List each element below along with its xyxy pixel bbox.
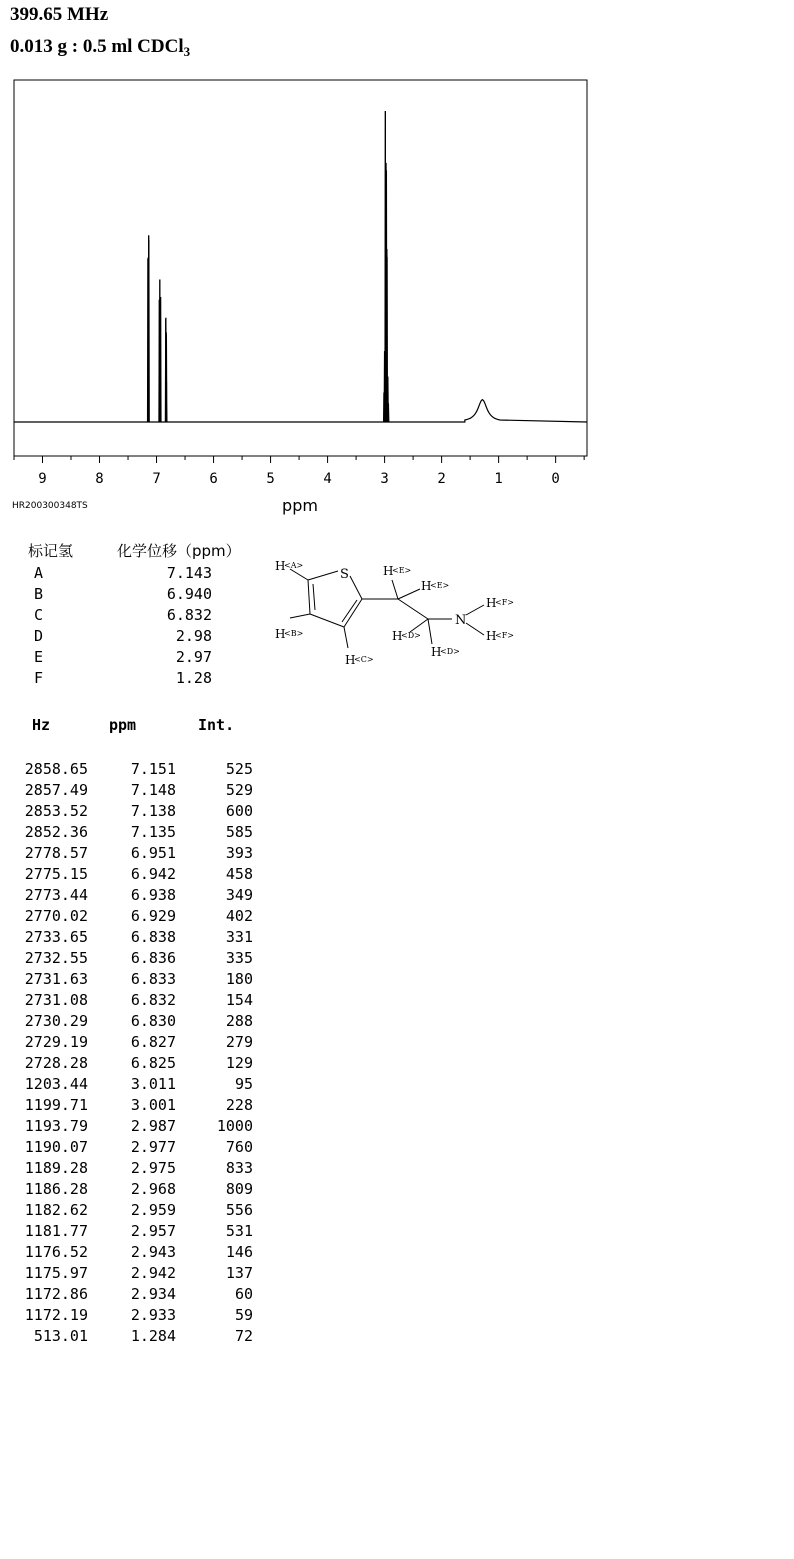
hydrogen-e2-h: H [421,579,432,593]
hydrogen-b-h: H [275,627,286,641]
plot-frame [14,80,587,456]
peak-hz-cell: 2732.55 [24,949,88,967]
spectrometer-frequency: 399.65 MHz [10,4,109,25]
peak-col-hz: Hz [32,716,51,734]
x-tick-label: 3 [380,471,389,487]
peak-int-cell: 833 [225,1159,253,1177]
peak-hz-cell: 2733.65 [24,928,88,946]
peak-ppm-cell: 7.151 [130,760,176,778]
x-tick-label: 2 [437,471,446,487]
hydrogen-d2-tag: <D> [440,647,460,656]
hydrogen-e1-h: H [383,564,394,578]
peak-int-cell: 95 [234,1075,253,1093]
peak-hz-cell: 2853.52 [24,802,88,820]
peak-ppm-cell: 7.148 [130,781,176,799]
peak-int-cell: 137 [225,1264,253,1282]
bond-h-e2 [398,589,420,599]
peak-ppm-cell: 3.011 [130,1075,176,1093]
peak-ppm-cell: 6.832 [130,991,176,1009]
peak-hz-cell: 1193.79 [24,1117,88,1135]
peak-hz-cell: 2731.08 [24,991,88,1009]
atom-n: N [455,613,467,628]
bond-h-f1 [466,605,484,615]
peak-int-cell: 585 [225,823,253,841]
peak-ppm-cell: 2.942 [130,1264,176,1282]
peak-int-cell: 335 [225,949,253,967]
peak-hz-cell: 1172.86 [24,1285,88,1303]
peak-hz-cell: 1199.71 [24,1096,88,1114]
peak-ppm-cell: 6.951 [130,844,176,862]
peak-ppm-cell: 6.825 [130,1054,176,1072]
assignment-shift: 2.98 [175,627,212,645]
peak-hz-cell: 1175.97 [24,1264,88,1282]
bond-h-a [290,569,308,580]
peak-ppm-cell: 2.959 [130,1201,176,1219]
bond-c4-c5 [308,580,310,614]
peak-hz-cell: 1181.77 [24,1222,88,1240]
assignment-shift: 6.832 [166,606,212,624]
peak-int-cell: 129 [225,1054,253,1072]
peak-ppm-cell: 6.830 [130,1012,176,1030]
peak-col-ppm: ppm [109,716,137,734]
peak-int-cell: 349 [225,886,253,904]
chart-frame-group [14,80,587,456]
x-tick-label: 8 [95,471,104,487]
peak-int-cell: 600 [225,802,253,820]
peak-ppm-cell: 2.933 [130,1306,176,1324]
sample-concentration [10,36,190,58]
peak-int-cell: 393 [225,844,253,862]
peak-hz-cell: 1189.28 [24,1159,88,1177]
peak-int-cell: 146 [225,1243,253,1261]
peak-int-cell: 402 [225,907,253,925]
peak-ppm-cell: 2.977 [130,1138,176,1156]
peak-ppm-cell: 2.968 [130,1180,176,1198]
peak-int-cell: 458 [225,865,253,883]
hydrogen-a-h: H [275,559,286,573]
bond-c2-c3 [344,599,362,627]
hydrogen-d1-tag: <D> [401,631,421,640]
peak-int-cell: 760 [225,1138,253,1156]
sample-subscript: 3 [183,44,191,59]
x-tick-label: 4 [323,471,332,487]
bond-h-d2 [428,619,432,644]
bond-h-f2 [466,623,484,635]
peak-hz-cell: 513.01 [33,1327,88,1345]
x-tick-label: 1 [494,471,503,487]
hydrogen-d1-h: H [392,629,403,643]
assignment-label: C [34,606,44,624]
spectrum-trace [14,111,587,422]
peak-ppm-cell: 2.975 [130,1159,176,1177]
bond-s-c2 [350,576,362,599]
peak-ppm-cell: 6.938 [130,886,176,904]
hydrogen-c-tag: <C> [354,655,374,664]
peak-ppm-cell: 6.827 [130,1033,176,1051]
hydrogen-f2-h: H [486,629,497,643]
peak-ppm-cell: 2.943 [130,1243,176,1261]
peak-hz-cell: 2729.19 [24,1033,88,1051]
hydrogen-f1-h: H [486,596,497,610]
peak-hz-cell: 2773.44 [24,886,88,904]
peak-ppm-cell: 1.284 [130,1327,176,1345]
peak-int-cell: 288 [225,1012,253,1030]
bond-h-c [344,627,348,648]
hydrogen-e2-tag: <E> [430,581,450,590]
hydrogen-d2-h: H [431,645,442,659]
peak-hz-cell: 1176.52 [24,1243,88,1261]
peak-hz-cell: 2770.02 [24,907,88,925]
peak-ppm-cell: 2.934 [130,1285,176,1303]
bond-c4-c5-inner [313,584,315,610]
assignment-label: A [34,564,44,582]
peak-hz-cell: 2857.49 [24,781,88,799]
peak-hz-cell: 2730.29 [24,1012,88,1030]
hydrogen-f1-tag: <F> [495,598,514,607]
spectrum-id: HR200300348TS [12,501,88,511]
peak-ppm-cell: 6.838 [130,928,176,946]
peak-int-cell: 180 [225,970,253,988]
peak-int-cell: 59 [234,1306,253,1324]
hydrogen-b-tag: <B> [284,629,304,638]
assignment-label: E [34,648,44,666]
peak-hz-cell: 1203.44 [24,1075,88,1093]
bond-c5-s [308,571,338,580]
peak-ppm-cell: 6.833 [130,970,176,988]
peak-hz-cell: 2728.28 [24,1054,88,1072]
sample-concentration-text: 0.013 g : 0.5 ml CDCl [10,36,184,57]
assignment-label: D [34,627,44,645]
peak-hz-cell: 1172.19 [24,1306,88,1324]
peak-ppm-cell: 6.836 [130,949,176,967]
peak-int-cell: 531 [225,1222,253,1240]
molecule-structure [262,552,532,672]
peak-hz-cell: 2731.63 [24,970,88,988]
peak-int-cell: 809 [225,1180,253,1198]
x-tick-label: 0 [551,471,560,487]
peak-hz-cell: 2858.65 [24,760,88,778]
peak-col-int: Int. [198,716,235,734]
peak-hz-cell: 1190.07 [24,1138,88,1156]
bond-c3-c4 [310,614,344,627]
assignment-label: F [34,669,44,687]
assignment-shift: 6.940 [166,585,212,603]
peak-int-cell: 331 [225,928,253,946]
peak-ppm-cell: 6.942 [130,865,176,883]
peak-int-cell: 154 [225,991,253,1009]
peak-int-cell: 228 [225,1096,253,1114]
hydrogen-c-h: H [345,653,356,667]
assignment-shift: 2.97 [175,648,212,666]
x-tick-label: 5 [266,471,275,487]
bond-ch2-ch2 [398,599,428,619]
assignment-col-label: 标记氢 [28,542,74,560]
bond-h-e1 [392,580,398,599]
assignment-shift: 1.28 [175,669,212,687]
hydrogen-e1-tag: <E> [392,566,412,575]
peak-hz-cell: 2778.57 [24,844,88,862]
x-tick-label: 7 [152,471,161,487]
peak-hz-cell: 1186.28 [24,1180,88,1198]
peak-int-cell: 279 [225,1033,253,1051]
nmr-spectrum-chart [0,70,600,520]
peak-ppm-cell: 2.957 [130,1222,176,1240]
peak-int-cell: 556 [225,1201,253,1219]
x-axis-ticks [14,456,584,487]
peak-int-cell: 72 [234,1327,253,1345]
bond-h-b [290,614,310,618]
x-tick-label: 9 [38,471,47,487]
peak-hz-cell: 2852.36 [24,823,88,841]
peak-ppm-cell: 7.138 [130,802,176,820]
assignment-shift: 7.143 [166,564,212,582]
hydrogen-a-tag: <A> [284,561,304,570]
x-axis-label: ppm [282,496,318,515]
peak-int-cell: 529 [225,781,253,799]
peak-ppm-cell: 7.135 [130,823,176,841]
peak-ppm-cell: 6.929 [130,907,176,925]
peak-int-cell: 1000 [216,1117,253,1135]
assignment-col-shift: 化学位移（ppm） [117,542,241,560]
atom-s: S [340,567,349,582]
x-tick-label: 6 [209,471,218,487]
hydrogen-f2-tag: <F> [495,631,514,640]
peak-int-cell: 525 [225,760,253,778]
peak-hz-cell: 1182.62 [24,1201,88,1219]
peak-int-cell: 60 [234,1285,253,1303]
peak-ppm-cell: 3.001 [130,1096,176,1114]
peak-ppm-cell: 2.987 [130,1117,176,1135]
spectrum-peaks [14,111,587,422]
assignment-label: B [34,585,44,603]
peak-hz-cell: 2775.15 [24,865,88,883]
